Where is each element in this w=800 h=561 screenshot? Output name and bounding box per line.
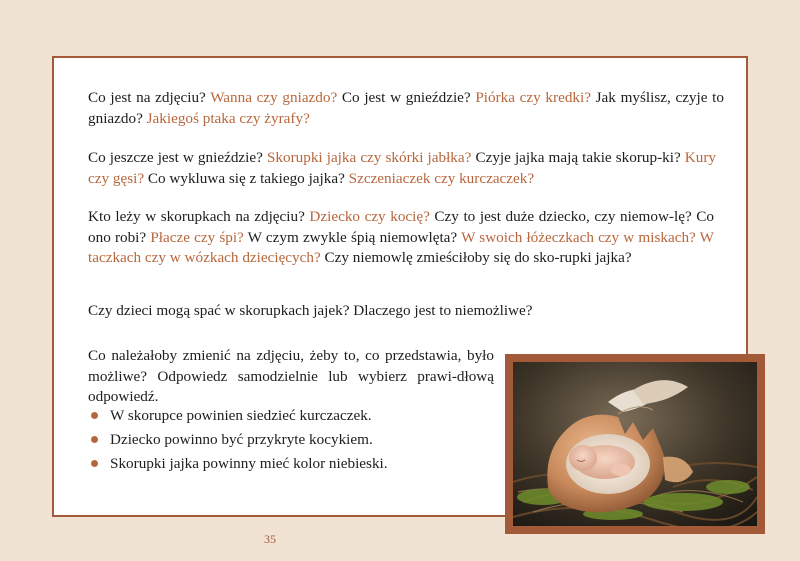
answer-choice: Kury czy gęsi?: [88, 149, 717, 187]
question-text: dłową odpowiedź.: [88, 367, 494, 405]
question-text: Czyje jajka mają takie skorup -: [471, 149, 662, 166]
bullet-icon: [91, 436, 98, 443]
question-text: ki?: [662, 149, 685, 166]
question-text: Czy niemowlę zmieściłoby się do sko -: [321, 249, 560, 266]
paragraph-5: [88, 346, 494, 408]
answer-choice: Szczeniaczek czy kurczaczek?: [348, 169, 535, 187]
answer-options-list: [88, 404, 388, 476]
answer-option-text: Dziecko powinno być przykryte kocykiem.: [110, 431, 373, 448]
answer-option-text: W skorupce powinien siedzieć kurczaczek.: [110, 407, 372, 424]
answer-option: [88, 452, 388, 476]
answer-choice: Jakiegoś ptaka czy żyrafy?: [146, 109, 310, 127]
bullet-icon: [91, 412, 98, 419]
question-text: rupki jajka?: [559, 249, 632, 266]
question-text: Co jeszcze jest w gnieździe?: [88, 149, 267, 166]
question-text: W czym zwykle śpią niemowlęta?: [243, 228, 462, 246]
answer-choice: Piórka czy kredki?: [475, 89, 591, 106]
photo-frame: [505, 354, 765, 534]
answer-option: [88, 404, 388, 428]
answer-choice: Wanna czy gniazdo?: [210, 89, 338, 106]
answer-choice: Dziecko czy kocię?: [309, 208, 430, 225]
answer-option-text: Skorupki jajka powinny mieć kolor niebieski.: [110, 455, 388, 472]
paragraph-2: [88, 148, 716, 189]
answer-option: [88, 428, 388, 452]
question-text: Co jest w gnieździe?: [337, 89, 476, 106]
bullet-icon: [91, 460, 98, 467]
question-text: Co wykluwa się z takiego jajka?: [144, 169, 349, 187]
answer-choice: Skorupki jajka czy skórki jabłka?: [266, 149, 472, 166]
question-text: Co należałoby zmienić na zdjęciu, żeby to, co przedstawia, było możliwe? Odpowiedz samodzielnie lub wybierz prawi -: [88, 347, 494, 385]
baby-in-eggshell-photo: [513, 362, 757, 526]
answer-choice: Płacze czy śpi?: [150, 228, 244, 246]
question-text: Co jest na zdjęciu?: [88, 89, 211, 106]
paragraph-4: [88, 301, 714, 322]
answer-choice: W swoich łóżeczkach czy w miskach? W taczkach czy w wózkach dziecięcych?: [88, 228, 714, 266]
question-text: Czy to jest duże dziecko, czy niemow -: [430, 208, 674, 225]
question-text: Jak myślisz, czyje to gniazdo?: [88, 89, 724, 127]
photo-illustration: [513, 362, 757, 526]
question-text: lę? Co ono robi?: [88, 208, 714, 246]
page-number: 35: [264, 532, 276, 546]
question-text: Kto leży w skorupkach na zdjęciu?: [88, 208, 310, 225]
paragraph-3: [88, 207, 714, 269]
paragraph-1: [88, 88, 724, 129]
question-text: Czy dzieci mogą spać w skorupkach jajek? Dlaczego jest to niemożliwe?: [88, 302, 533, 319]
